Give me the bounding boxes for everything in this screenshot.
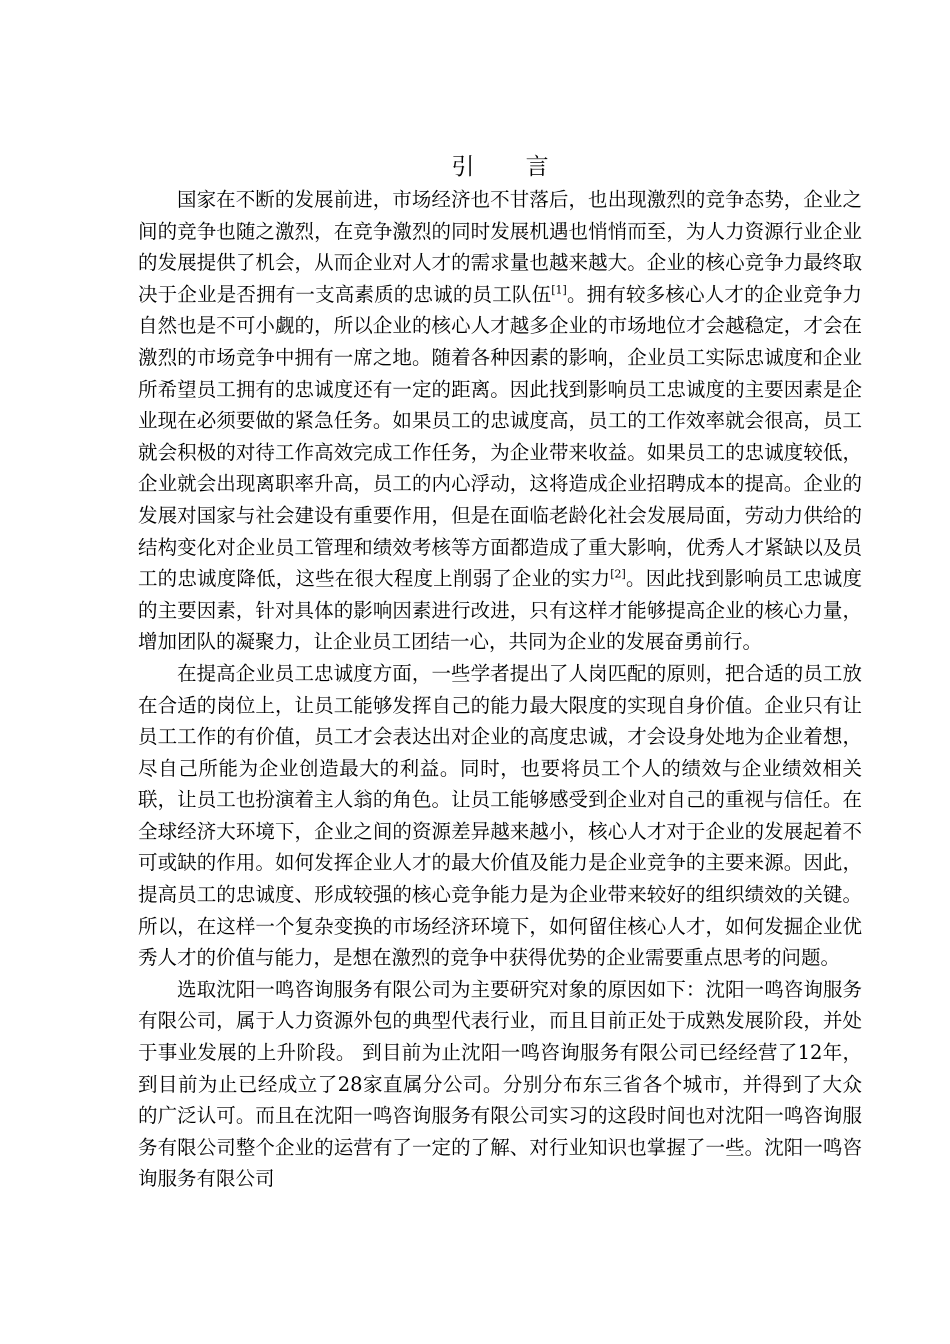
- paragraph-2: [138, 658, 862, 974]
- document-body: [138, 150, 862, 1195]
- section-title: 引 言: [451, 154, 571, 180]
- paragraph-2-text: 在提高企业员工忠诚度方面，一些学者提出了人岗匹配的原则，把合适的员工放在合适的岗位上，让员工能够发挥自己的能力最大限度的实现自身价值。企业只有让员工工作的有价值，员工才会表达出对企业的高度忠诚，才会设身处地为企业着想，尽自己所能为企业创造最大的利益。同时，也要将员工个人的绩效与企业绩效相关联，让员工也扮演着主人翁的角色。让员工能够感受到企业对自己的重视与信任。在全球经济大环境下，企业之间的资源差异越来越小，核心人才对于企业的发展起着不可或缺的作用。如何发挥企业人才的最大价值及能力是企业竞争的主要来源。因此，提高员工的忠诚度、形成较强的核心竞争能力是为企业带来较好的组织绩效的关键。所以，在这样一个复杂变换的市场经济环境下，如何留住核心人才，如何发掘企业优秀人才的价值与能力，是想在激烈的竞争中获得优势的企业需要重点思考的问题。: [138, 661, 862, 970]
- paragraph-3: [138, 974, 862, 1195]
- paragraph-1-text-b: 。拥有较多核心人才的企业竞争力自然也是不可小觑的，所以企业的核心人才越多企业的市场地位才会越稳定，才会在激烈的市场竞争中拥有一席之地。随着各种因素的影响，企业员工实际忠诚度和企业所希望员工拥有的忠诚度还有一定的距离。因此找到影响员工忠诚度的主要因素是企业现在必须要做的紧急任务。如果员工的忠诚度高，员工的工作效率就会很高，员工就会积极的对待工作高效完成工作任务，为企业带来收益。如果员工的忠诚度较低，企业就会出现离职率升高，员工的内心浮动，这将造成企业招聘成本的提高。企业的发展对国家与社会建设有重要作用，但是在面临老龄化社会发展局面，劳动力供给的结构变化对企业员工管理和绩效考核等方面都造成了重大影响，优秀人才紧缺以及员工的忠诚度降低，这些在很大程度上削弱了企业的实力: [138, 282, 862, 591]
- citation-ref-2: [2]: [610, 567, 626, 581]
- paragraph-1-text-c: 。因此找到影响员工忠诚度的主要因素，针对具体的影响因素进行改进，只有这样才能够提高企业的核心力量，增加团队的凝聚力，让企业员工团结一心，共同为企业的发展奋勇前行。: [138, 567, 862, 654]
- citation-ref-1: [1]: [551, 283, 567, 297]
- paragraph-1-text-a: 国家在不断的发展前进，市场经济也不甘落后，也出现激烈的竞争态势，企业之间的竞争也随之激烈，在竞争激烈的同时发展机遇也悄悄而至，为人力资源行业企业的发展提供了机会，从而企业对人才的需求量也越来越大。企业的核心竞争力最终取决于企业是否拥有一支高素质的忠诚的员工队伍: [138, 188, 862, 306]
- paragraph-3-text: 选取沈阳一鸣咨询服务有限公司为主要研究对象的原因如下：沈阳一鸣咨询服务有限公司，属于人力资源外包的典型代表行业，而且目前正处于成熟发展阶段，并处于事业发展的上升阶段。 到目前为止沈阳一鸣咨询服务有限公司已经经营了12年，到目前为止已经成立了28家直属分公司。分别分布东三省各个城市，并得到了大众的广泛认可。而且在沈阳一鸣咨询服务有限公司实习的这段时间也对沈阳一鸣咨询服务有限公司整个企业的运营有了一定的了解、对行业知识也掌握了一些。沈阳一鸣咨询服务有限公司: [138, 977, 862, 1191]
- paragraph-1: [138, 184, 862, 658]
